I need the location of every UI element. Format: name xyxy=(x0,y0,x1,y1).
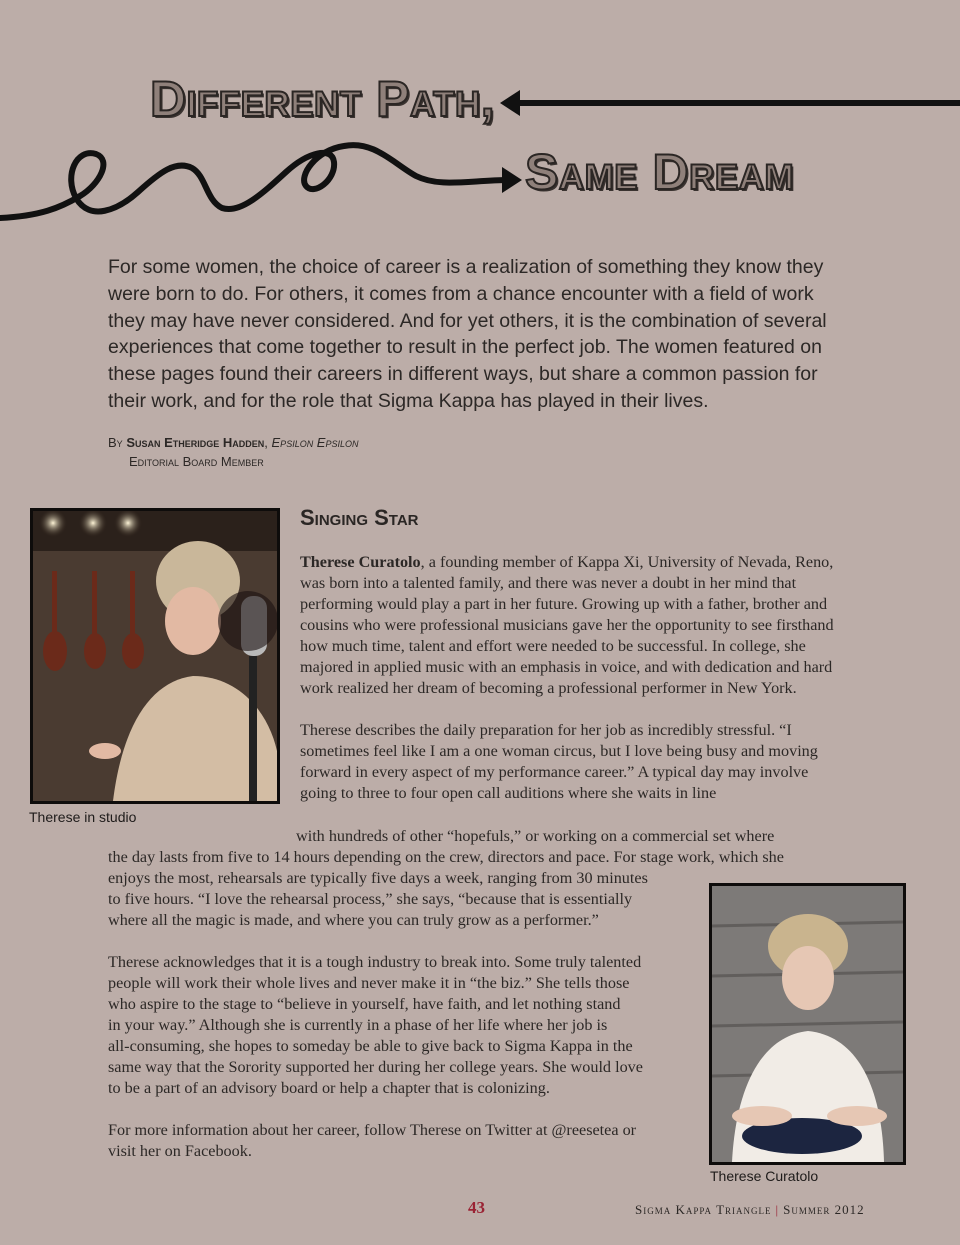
text-line: all-consuming, she hopes to someday be able to give back to Sigma Kappa in the xyxy=(108,1037,633,1055)
text-line: same way that the Sorority supported her during her college years. She would love xyxy=(108,1058,643,1076)
studio-photo xyxy=(30,508,280,804)
issue-date: Summer 2012 xyxy=(783,1202,865,1217)
text-line: in your way.” Although she is currently in a phase of her life where her job is xyxy=(108,1016,608,1034)
top-arrow-head xyxy=(500,90,520,116)
intro-paragraph: For some women, the choice of career is a realization of something they know they were born to do. For others, it comes from a chance encounter with a field of work they may have never considered. And for yet others, it is the combination of several experiences that come together to result in the perfect job. The women featured on these pages found their careers in different ways, but share a common passion for their work, and for the role that Sigma Kappa has played in their lives. xyxy=(108,256,827,412)
swirl-arrow-head xyxy=(502,167,522,193)
footer-publication xyxy=(635,1202,865,1218)
text-line: where all the magic is made, and where you can truly grow as a performer.” xyxy=(108,911,599,929)
text-line: people will work their whole lives and never make it in “the biz.” She tells those xyxy=(108,974,630,992)
portrait-photo xyxy=(709,883,906,1165)
text-line: Therese acknowledges that it is a tough industry to break into. Some truly talented xyxy=(108,953,642,971)
byline-prefix: By xyxy=(108,435,123,450)
portrait-photo-image xyxy=(712,886,903,1162)
paragraph-1 xyxy=(300,552,840,699)
caption-studio: Therese in studio xyxy=(29,809,137,825)
article-column xyxy=(300,552,840,825)
text-line: visit her on Facebook. xyxy=(108,1142,252,1160)
text-line: the day lasts from five to 14 hours depending on the crew, directors and pace. For stage work, which she xyxy=(108,848,784,866)
section-title: Singing Star xyxy=(300,505,419,530)
text-line: enjoys the most, rehearsals are typically five days a week, ranging from 30 minutes xyxy=(108,869,648,887)
publication-name: Sigma Kappa Triangle xyxy=(635,1202,772,1217)
title-line-1: Different Path, xyxy=(150,71,496,127)
caption-portrait: Therese Curatolo xyxy=(710,1168,819,1184)
subject-name: Therese Curatolo xyxy=(300,553,421,571)
text-line: to five hours. “I love the rehearsal process,” she says, “because that is essentially xyxy=(108,890,633,908)
paragraph-2-start: Therese describes the daily preparation for her job as incredibly stressful. “I sometimes feel like I am a one woman circus, but I love being busy and moving forward in every aspect of my performance career.” A typical day may involve going to three to four open call auditions where she waits in line xyxy=(300,721,818,802)
page-number: 43 xyxy=(468,1198,485,1217)
text-line: who aspire to the stage to “believe in yourself, have faith, and let nothing stand xyxy=(108,995,621,1013)
paragraph-1-text: , a founding member of Kappa Xi, University of Nevada, Reno, was born into a talented family, and there was never a doubt in her mind that performing would play a part in her future. Growing up with a father, brother and cousins who were professional musicians gave her the opportunity to see firsthand how much time, talent and effort were needed to be successful. In college, she majored in applied music with an emphasis in voice, and with dedication and hard work realized her dream of becoming a professional performer in New York. xyxy=(300,553,834,697)
author-name: Susan Etheridge Hadden xyxy=(126,435,265,450)
byline: By Susan Etheridge Hadden, Epsilon Epsilon Editorial Board Member xyxy=(108,435,359,469)
title-line-2: Same Dream xyxy=(525,144,795,200)
text-line: with hundreds of other “hopefuls,” or working on a commercial set where xyxy=(296,827,775,845)
author-chapter: Epsilon Epsilon xyxy=(271,435,359,450)
swirl-arrow-line xyxy=(0,145,512,218)
text-line: For more information about her career, follow Therese on Twitter at @reesetea or xyxy=(108,1121,637,1139)
studio-photo-image xyxy=(33,511,277,801)
footer-separator: | xyxy=(775,1202,780,1217)
text-line: to be a part of an advisory board or help a chapter that is colonizing. xyxy=(108,1079,550,1097)
author-role: Editorial Board Member xyxy=(129,454,264,469)
